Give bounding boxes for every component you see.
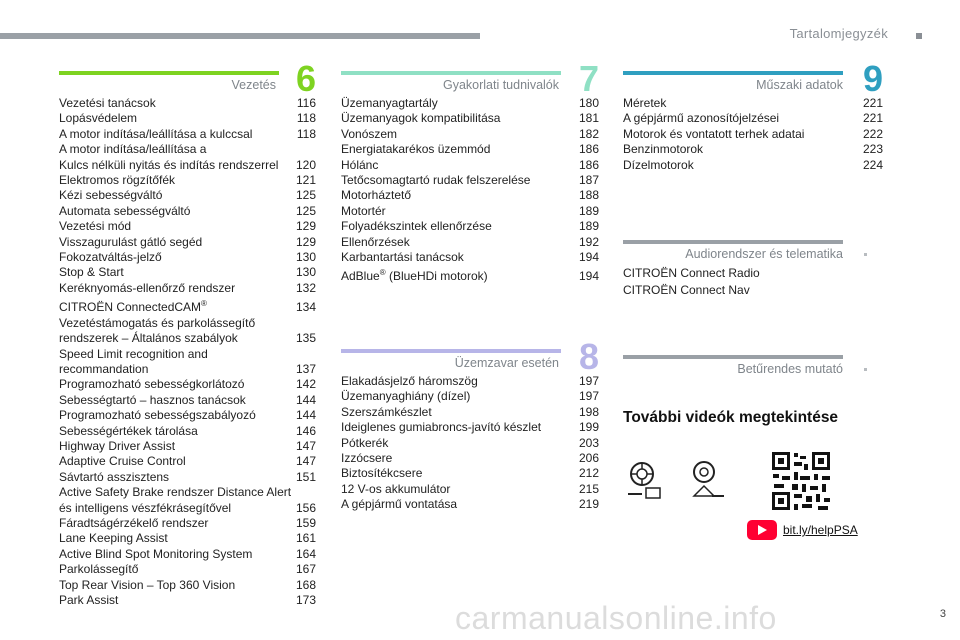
toc-entry[interactable] <box>59 531 316 546</box>
toc-entry-title: Fokozatváltás-jelző <box>59 250 162 265</box>
toc-entry-title: Elakadásjelző háromszög <box>341 374 478 388</box>
toc-entry-page: 137 <box>295 361 316 376</box>
toc-list <box>341 374 599 513</box>
toc-entry-page: 219 <box>578 497 599 512</box>
toc-entry[interactable] <box>59 296 316 315</box>
toc-entry[interactable] <box>59 265 316 280</box>
toc-entry[interactable] <box>341 389 599 404</box>
section-gyakorlati <box>341 58 599 285</box>
toc-entry[interactable] <box>623 158 883 173</box>
section-label: Betűrendes mutató <box>737 362 843 376</box>
toc-entry[interactable] <box>59 470 316 485</box>
toc-entry-page: 168 <box>295 577 316 592</box>
toc-entry-title: Energiatakarékos üzemmód <box>341 142 491 157</box>
toc-entry-page: 147 <box>295 454 316 469</box>
toc-entry[interactable] <box>623 127 883 142</box>
toc-entry[interactable] <box>59 424 316 439</box>
toc-entry-page: 147 <box>295 438 316 453</box>
toc-entry-page: 135 <box>295 331 316 346</box>
toc-entry-title: Üzemanyagtartály <box>341 96 438 110</box>
toc-entry-page: 118 <box>296 126 316 141</box>
toc-entry-title: Pótkerék <box>341 435 389 450</box>
toc-entry[interactable] <box>59 188 316 203</box>
qr-code-icon[interactable] <box>770 450 832 517</box>
toc-entry-page: 197 <box>578 374 599 388</box>
toc-entry[interactable] <box>341 188 599 203</box>
toc-entry[interactable] <box>341 219 599 234</box>
toc-entry-page: 221 <box>862 111 883 126</box>
toc-entry-page: 173 <box>295 593 316 607</box>
toc-entry-page: 118 <box>296 111 316 126</box>
toc-entry[interactable] <box>623 111 883 126</box>
toc-entry-page: 224 <box>862 157 883 172</box>
toc-entry-page: 156 <box>295 500 316 515</box>
toc-entry[interactable] <box>341 127 599 142</box>
section-vezetes <box>59 58 316 608</box>
section-dot <box>864 368 867 371</box>
section-color-bar <box>623 355 843 359</box>
toc-entry-title: Izzócsere <box>341 451 393 466</box>
toc-entry-page: 180 <box>578 96 599 110</box>
toc-entry-page: 187 <box>578 173 599 188</box>
section-label: Gyakorlati tudnivalók <box>442 78 559 92</box>
toc-entry-page: 182 <box>578 126 599 141</box>
toc-entry-title: Méretek <box>623 96 667 110</box>
toc-entry-title: Sávtartó asszisztens <box>59 469 170 484</box>
toc-entry[interactable] <box>341 204 599 219</box>
toc-entry-title: Hólánc <box>341 157 379 172</box>
toc-entry-page: 125 <box>295 203 316 218</box>
section-label: Vezetés <box>231 78 276 92</box>
toc-entry-title: Lopásvédelem <box>59 111 138 126</box>
toc-entry-title: Programozható sebességkorlátozó <box>59 377 245 392</box>
toc-entry-title: Ellenőrzések <box>341 234 410 249</box>
toc-entry-page: 223 <box>862 142 883 157</box>
toc-entry-title: Motorok és vontatott terhek adatai <box>623 126 805 141</box>
section-color-bar <box>623 71 843 75</box>
section-index <box>623 346 883 380</box>
toc-entry-title: Stop & Start <box>59 265 124 280</box>
toc-entry[interactable] <box>341 420 599 435</box>
toc-entry-title: Sebességtartó – hasznos tanácsok <box>59 392 246 407</box>
toc-entry-title: A gépjármű vontatása <box>341 497 458 512</box>
toc-entry-title: Vezetéstámogatás és parkolássegítő rendszerek – Általános szabályok <box>59 315 256 346</box>
toc-entry-title: Ideiglenes gumiabroncs-javító készlet <box>341 420 542 435</box>
toc-entry-title: Motorháztető <box>341 188 412 203</box>
toc-entry-page: 212 <box>578 466 599 481</box>
registered-mark: ® <box>379 268 386 278</box>
toc-entry-page: 188 <box>578 188 599 203</box>
toc-entry-page: 159 <box>295 515 316 530</box>
section-number: 9 <box>862 58 883 99</box>
toc-entry-title: Benzinmotorok <box>623 142 704 157</box>
toc-entry-title: Visszagurulást gátló segéd <box>59 234 203 249</box>
toc-entry[interactable] <box>341 250 599 265</box>
toc-entry[interactable] <box>623 142 883 157</box>
page-title: Tartalomjegyzék <box>789 26 888 41</box>
toc-entry[interactable] <box>341 466 599 481</box>
toc-entry[interactable] <box>341 265 599 284</box>
toc-entry[interactable] <box>59 250 316 265</box>
toc-entry[interactable] <box>59 316 316 347</box>
toc-entry-page: 194 <box>578 250 599 265</box>
toc-entry[interactable] <box>59 347 316 378</box>
toc-entry-title: Üzemanyagok kompatibilitása <box>341 111 501 126</box>
toc-list <box>623 96 883 173</box>
toc-entry-page: 189 <box>578 219 599 234</box>
toc-entry-title: Active Blind Spot Monitoring System <box>59 546 253 561</box>
toc-entry-title: Parkolássegítő <box>59 562 139 577</box>
toc-entry-title: A motor indítása/leállítása a kulccsal <box>59 126 253 141</box>
audio-entry[interactable]: CITROËN Connect Radio <box>623 266 760 280</box>
toc-entry-title: Top Rear Vision – Top 360 Vision <box>59 577 236 592</box>
section-muszaki <box>623 58 883 173</box>
section-color-bar <box>59 71 279 75</box>
page-number: 3 <box>939 608 946 620</box>
section-audio <box>623 231 883 298</box>
toc-entry-title: Lane Keeping Assist <box>59 531 168 546</box>
toc-entry[interactable] <box>59 173 316 188</box>
toc-entry[interactable] <box>341 96 599 111</box>
toc-entry-page: 194 <box>578 269 599 284</box>
toc-entry[interactable] <box>59 142 316 173</box>
toc-entry-page: 189 <box>578 203 599 218</box>
toc-entry[interactable] <box>341 405 599 420</box>
toc-entry-page: 192 <box>578 234 599 249</box>
section-label: Műszaki adatok <box>756 78 843 92</box>
toc-entry-page: 146 <box>295 423 316 438</box>
help-link[interactable]: bit.ly/helpPSA <box>783 523 858 537</box>
toc-entry[interactable] <box>59 485 316 516</box>
toc-entry[interactable] <box>59 593 316 608</box>
toc-entry-title: Fáradtságérzékelő rendszer <box>59 515 209 530</box>
toc-entry-page: 142 <box>295 377 316 392</box>
toc-entry-title: Park Assist <box>59 593 119 607</box>
toc-entry-title: A gépjármű azonosítójelzései <box>623 111 780 126</box>
toc-entry-title: CITROËN ConnectedCAM® <box>59 299 207 315</box>
toc-entry-title: Highway Driver Assist <box>59 438 176 453</box>
section-uzemzavar <box>341 336 599 513</box>
toc-entry[interactable] <box>59 408 316 423</box>
toc-entry-title: Vonószem <box>341 126 398 141</box>
toc-entry-page: 130 <box>295 265 316 280</box>
toc-entry-page: 121 <box>295 173 316 188</box>
toc-entry[interactable] <box>59 281 316 296</box>
toc-entry[interactable] <box>59 127 316 142</box>
toc-entry-page: 221 <box>862 96 883 110</box>
toc-entry-title: Adaptive Cruise Control <box>59 454 186 469</box>
toc-entry[interactable] <box>341 436 599 451</box>
toc-entry-page: 132 <box>295 280 316 295</box>
toc-entry[interactable] <box>341 158 599 173</box>
toc-entry[interactable] <box>59 377 316 392</box>
title-marker <box>916 33 922 39</box>
toc-entry[interactable] <box>341 111 599 126</box>
toc-entry-page: 186 <box>578 142 599 157</box>
toc-entry-title: Active Safety Brake rendszer Distance Alert és intelligens vészfékrásegítővel <box>59 485 292 515</box>
toc-entry-title: Speed Limit recognition and recommandation <box>59 346 208 376</box>
toc-entry-title: Keréknyomás-ellenőrző rendszer <box>59 280 236 295</box>
section-dot <box>864 253 867 256</box>
section-color-bar <box>341 349 561 353</box>
toc-entry-page: 129 <box>295 234 316 249</box>
section-color-bar <box>341 71 561 75</box>
toc-entry-page: 130 <box>295 250 316 265</box>
toc-entry[interactable] <box>341 374 599 389</box>
toc-entry-page: 116 <box>296 96 316 110</box>
registered-mark: ® <box>201 299 207 309</box>
toc-entry-page: 134 <box>295 300 316 315</box>
watermark: carmanualsonline.info <box>455 600 777 636</box>
toc-entry[interactable] <box>623 96 883 111</box>
section-label: Audiorendszer és telematika <box>685 247 843 261</box>
toc-entry-page: 199 <box>578 420 599 435</box>
toc-entry-title: 12 V-os akkumulátor <box>341 481 451 496</box>
toc-entry-page: 144 <box>295 408 316 423</box>
toc-entry-page: 203 <box>578 435 599 450</box>
toc-entry-page: 151 <box>295 469 316 484</box>
toc-entry-title: AdBlue® (BlueHDi motorok) <box>341 268 488 284</box>
toc-entry[interactable] <box>59 393 316 408</box>
toc-entry-page: 125 <box>295 188 316 203</box>
toc-entry-page: 198 <box>578 404 599 419</box>
toc-entry-title: Folyadékszintek ellenőrzése <box>341 219 492 234</box>
toc-entry-page: 186 <box>578 157 599 172</box>
toc-entry[interactable] <box>59 235 316 250</box>
toc-entry[interactable] <box>59 111 316 126</box>
section-label: Üzemzavar esetén <box>454 356 559 370</box>
toc-entry[interactable] <box>341 235 599 250</box>
toc-entry-title: Tetőcsomagtartó rudak felszerelése <box>341 173 531 188</box>
toc-entry[interactable] <box>341 173 599 188</box>
toc-entry-page: 215 <box>578 481 599 496</box>
toc-entry-page: 144 <box>295 392 316 407</box>
toc-entry[interactable] <box>59 219 316 234</box>
section-number: 7 <box>578 58 599 99</box>
toc-list <box>59 96 316 608</box>
toc-entry-title: Programozható sebességszabályozó <box>59 408 256 423</box>
toc-entry-title: Motortér <box>341 203 386 218</box>
audio-list <box>623 265 883 298</box>
video-link-row <box>747 520 858 540</box>
toc-entry-title: Szerszámkészlet <box>341 404 432 419</box>
toc-entry[interactable] <box>59 454 316 469</box>
toc-entry[interactable] <box>59 547 316 562</box>
toc-entry-page: 222 <box>862 126 883 141</box>
toc-entry-title: Automata sebességváltó <box>59 203 191 218</box>
toc-entry[interactable] <box>59 562 316 577</box>
toc-entry[interactable] <box>59 578 316 593</box>
toc-entry-page: 167 <box>295 562 316 577</box>
toc-entry-title: Kézi sebességváltó <box>59 188 163 203</box>
toc-entry[interactable] <box>341 497 599 512</box>
audio-entry[interactable]: CITROËN Connect Nav <box>623 282 750 297</box>
toc-entry[interactable] <box>59 516 316 531</box>
toc-entry-page: 181 <box>578 111 599 126</box>
toc-entry-page: 164 <box>295 546 316 561</box>
tyre-repair-icon <box>686 458 728 507</box>
header-bar <box>0 33 480 39</box>
section-color-bar <box>623 240 843 244</box>
toc-entry[interactable] <box>341 482 599 497</box>
toc-entry-page: 129 <box>295 219 316 234</box>
toc-entry-title: Vezetési tanácsok <box>59 96 156 110</box>
toc-entry[interactable] <box>59 439 316 454</box>
toc-entry[interactable] <box>59 204 316 219</box>
toc-entry-title: Sebességértékek tárolása <box>59 423 198 438</box>
toc-entry[interactable] <box>59 96 316 111</box>
wheel-tools-icon <box>624 458 664 507</box>
youtube-icon[interactable] <box>747 520 777 540</box>
toc-entry-page: 197 <box>578 389 599 404</box>
toc-entry[interactable] <box>341 142 599 157</box>
videos-title: További videók megtekintése <box>623 409 839 426</box>
toc-entry-title: Vezetési mód <box>59 219 132 234</box>
section-number: 6 <box>295 58 316 99</box>
section-number: 8 <box>578 336 599 377</box>
toc-entry-page: 206 <box>578 451 599 466</box>
toc-entry-title: A motor indítása/leállítása a Kulcs nélküli nyitás és indítás rendszerrel <box>59 142 279 172</box>
toc-entry-page: 161 <box>295 531 316 546</box>
toc-entry-title: Karbantartási tanácsok <box>341 250 464 265</box>
toc-entry-title: Üzemanyaghiány (dízel) <box>341 389 471 404</box>
toc-entry-title: Dízelmotorok <box>623 157 694 172</box>
toc-entry-title: Biztosítékcsere <box>341 466 423 481</box>
toc-list <box>341 96 599 285</box>
toc-entry-title: Elektromos rögzítőfék <box>59 173 176 188</box>
toc-entry[interactable] <box>341 451 599 466</box>
toc-entry-page: 120 <box>295 157 316 172</box>
